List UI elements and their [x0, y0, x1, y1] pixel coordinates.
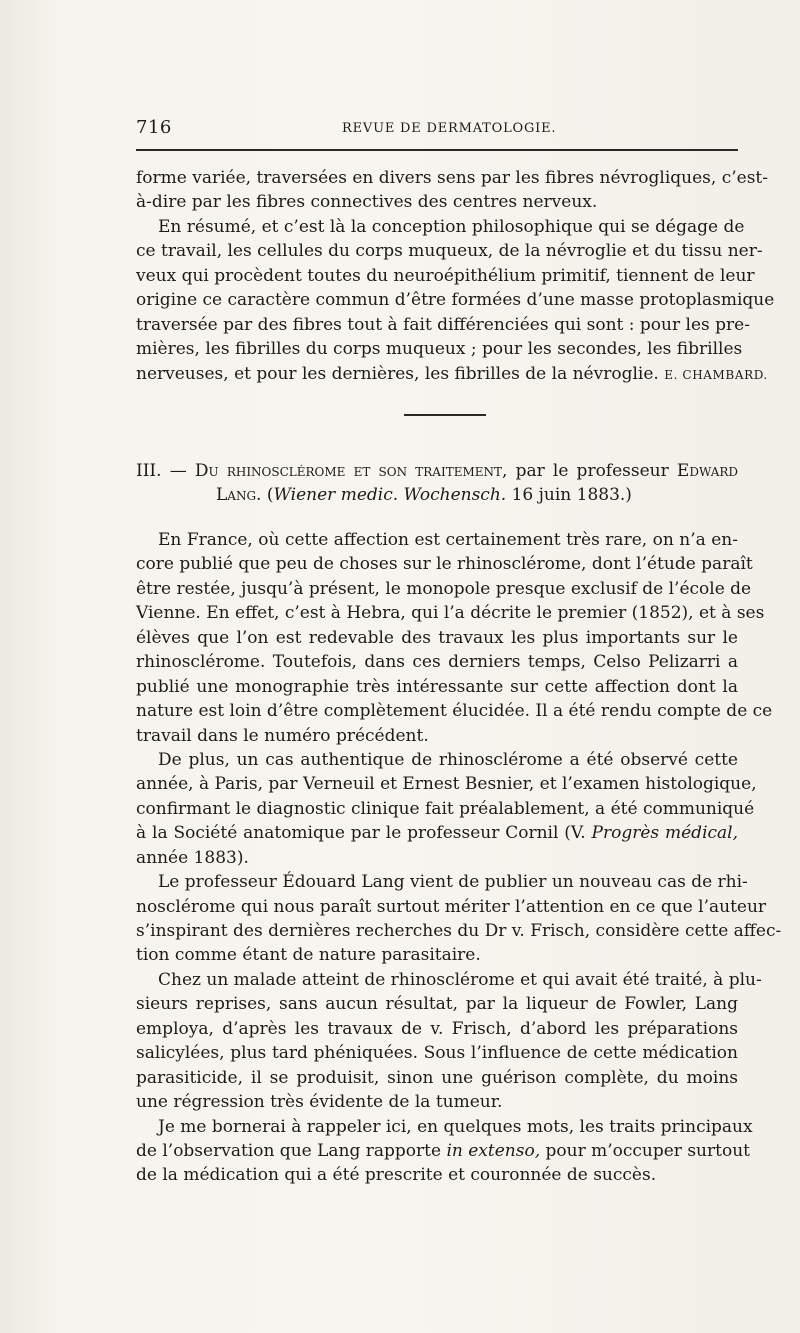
text-line: traversée par des fibres tout à fait différenciées qui sont : pour les pre-	[136, 314, 750, 335]
text-line-body: de l’observation que Lang rapporte	[136, 1140, 442, 1161]
text-line: Vienne. En effet, c’est à Hebra, qui l’a décrite le premier (1852), et à ses	[136, 603, 765, 624]
text-line: travail dans le numéro précédent.	[136, 725, 429, 746]
text-line: tion comme étant de nature parasitaire.	[136, 945, 481, 966]
page-header	[136, 118, 738, 142]
section-heading-line	[136, 459, 738, 483]
section-number: III.	[136, 461, 162, 481]
text-line: Chez un malade atteint de rhinosclérome et qui avait été traité, à plu-	[158, 969, 762, 990]
text-line: forme variée, traversées en divers sens par les fibres névrogliques, c’est-	[136, 168, 768, 188]
text-line: employa, d’après les travaux de v. Frisch, d’abord les préparations	[136, 1018, 738, 1039]
text-line-body: nerveuses, et pour les dernières, les fibrilles de la névroglie.	[136, 363, 659, 384]
source-open: (	[266, 485, 274, 506]
text-line: année, à Paris, par Verneuil et Ernest Besnier, et l’examen histologique,	[136, 774, 757, 795]
source-journal: Wiener medic. Wochensch.	[273, 485, 507, 506]
text-line: ce travail, les cellules du corps muqueux, de la névroglie et du tissu ner-	[136, 241, 763, 262]
text-line: En résumé, et c’est là la conception philosophique qui se dégage de	[158, 216, 745, 237]
text-line	[136, 362, 768, 386]
text-line: nature est loin d’être complètement élucidée. Il a été rendu compte de ce	[136, 701, 773, 722]
text-line: de la médication qui a été prescrite et couronnée de succès.	[136, 1165, 657, 1186]
section-title: Du rhinosclérome et son traitement,	[194, 461, 508, 481]
source-date: 16 juin 1883.)	[511, 485, 632, 506]
text-line: core publié que peu de choses sur le rhinosclérome, dont l’étude paraît	[136, 554, 753, 575]
text-line: s’inspirant des dernières recherches du Dr v. Frisch, considère cette affec-	[136, 921, 782, 941]
article-body	[136, 528, 782, 1188]
text-line: année 1883).	[136, 847, 249, 868]
text-line	[136, 1139, 750, 1163]
section-dash: —	[169, 461, 187, 481]
section-by: par le professeur	[515, 461, 669, 481]
text-line: une régression très évidente de la tumeur.	[136, 1092, 503, 1113]
journal-reference: Progrès médical,	[591, 823, 739, 844]
text-line: à-dire par les fibres connectives des centres nerveux.	[136, 192, 598, 213]
text-line: nosclérome qui nous paraît surtout mériter l’attention en ce que l’auteur	[136, 896, 767, 917]
text-line: origine ce caractère commun d’être formées d’une masse protoplasmique	[136, 290, 775, 311]
text-line: De plus, un cas authentique de rhinosclérome a été observé cette	[158, 749, 738, 770]
text-line: sieurs reprises, sans aucun résultat, par la liqueur de Fowler, Lang	[136, 994, 738, 1015]
text-line: mières, les fibrilles du corps muqueux ; pour les secondes, les fibrilles	[136, 339, 743, 360]
text-line: veux qui procèdent toutes du neuroépithélium primitif, tiennent de leur	[136, 265, 755, 286]
text-line: Le professeur Édouard Lang vient de publier un nouveau cas de rhi-	[158, 872, 748, 893]
author-signature: E. CHAMBARD.	[664, 367, 768, 382]
text-line: rhinosclérome. Toutefois, dans ces derniers temps, Celso Pelizarri a	[136, 652, 738, 673]
header-rule	[136, 149, 738, 151]
section-heading	[136, 459, 738, 508]
text-line: publié une monographie très intéressante sur cette affection dont la	[136, 676, 738, 697]
text-line	[136, 821, 738, 845]
text-line: parasiticide, il se produisit, sinon une guérison complète, du moins	[136, 1067, 738, 1088]
text-line: salicylées, plus tard phéniquées. Sous l’influence de cette médication	[136, 1043, 738, 1064]
text-line: confirmant le diagnostic clinique fait préalablement, a été communiqué	[136, 798, 755, 819]
text-line: En France, où cette affection est certainement très rare, on n’a en-	[158, 530, 738, 550]
text-line-body: à la Société anatomique par le professeur Cornil (V.	[136, 823, 586, 844]
latin-phrase: in extenso,	[446, 1140, 541, 1161]
running-head: REVUE DE DERMATOLOGIE.	[342, 121, 557, 136]
text-line-body: pour m’occuper surtout	[545, 1140, 750, 1161]
author-first-name: Edward	[676, 461, 739, 481]
section-separator	[404, 414, 486, 416]
page-number: 716	[136, 117, 172, 138]
text-line: Je me bornerai à rappeler ici, en quelques mots, les traits principaux	[158, 1116, 753, 1137]
author-last-name: Lang.	[216, 485, 262, 506]
text-line: élèves que l’on est redevable des travaux les plus importants sur le	[136, 627, 738, 648]
intro-paragraph	[136, 166, 775, 386]
text-line: être restée, jusqu’à présent, le monopole presque exclusif de l’école de	[136, 578, 752, 599]
section-source-line	[136, 483, 738, 507]
